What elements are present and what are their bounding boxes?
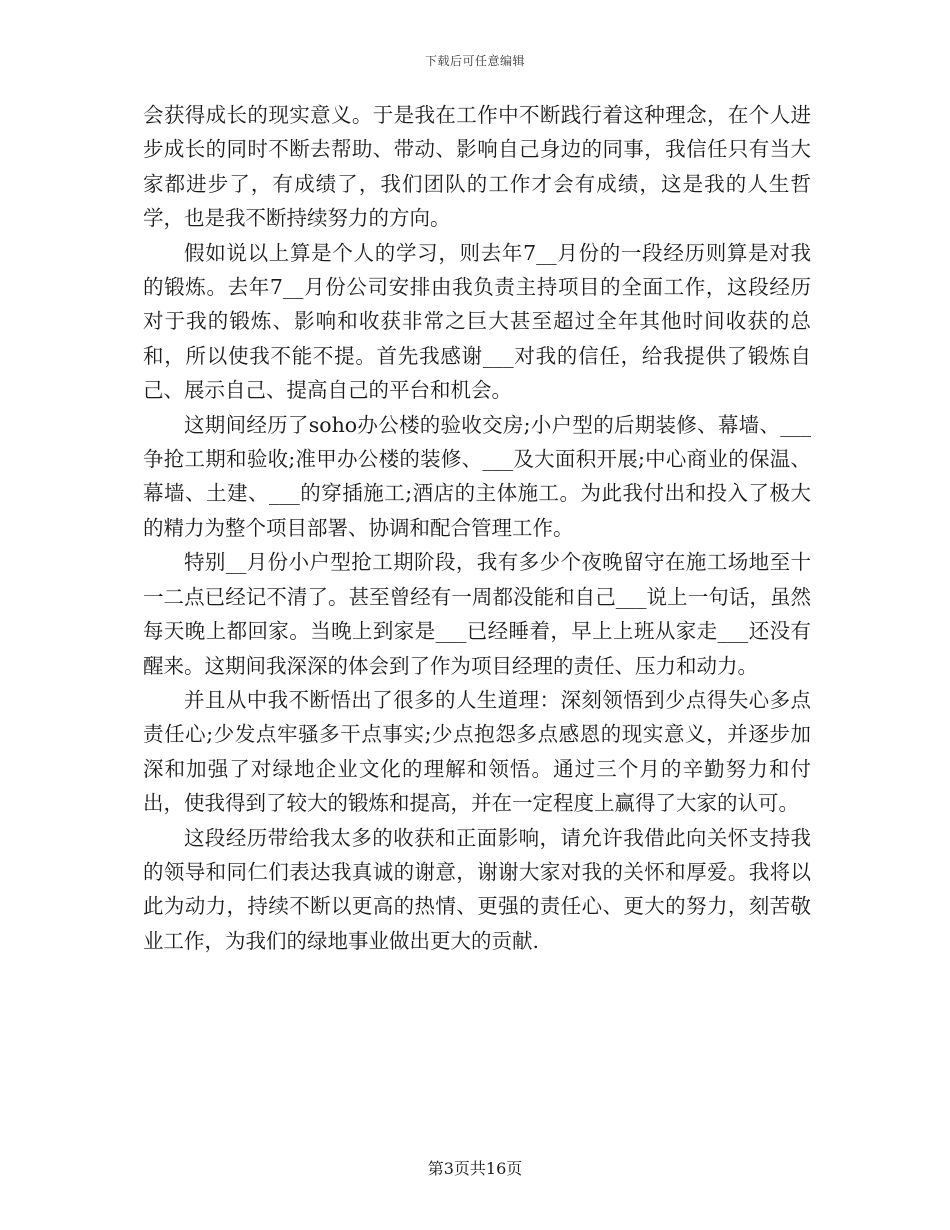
paragraph-project-work: 这期间经历了soho办公楼的验收交房;小户型的后期装修、幕墙、___争抢工期和验收;准甲办公楼的装修、___及大面积开展;中心商业的保温、幕墙、土建、___的穿插施工;酒店的主体施工。为此我付出和投入了极大的精力为整个项目部署、协调和配合管理工作。 <box>143 412 811 540</box>
paragraph-continuation: 会获得成长的现实意义。于是我在工作中不断践行着这种理念，在个人进步成长的同时不断去帮助、带动、影响自己身边的同事，我信任只有当大家都进步了，有成绩了，我们团队的工作才会有成绩，这是我的人生哲学，也是我不断持续努力的方向。 <box>143 103 811 231</box>
paragraph-experience-intro: 假如说以上算是个人的学习，则去年7__月份的一段经历则算是对我的锻炼。去年7__月份公司安排由我负责主持项目的全面工作，这段经历对于我的锻炼、影响和收获非常之巨大甚至超过全年其他时间收获的总和，所以使我不能不提。首先我感谢___对我的信任，给我提供了锻炼自己、展示自己、提高自己的平台和机会。 <box>143 240 811 403</box>
paragraph-gratitude: 这段经历带给我太多的收获和正面影响，请允许我借此向关怀支持我的领导和同仁们表达我真诚的谢意，谢谢大家对我的关怀和厚爱。我将以此为动力，持续不断以更高的热情、更强的责任心、更大的努力，刻苦敬业工作，为我们的绿地事业做出更大的贡献. <box>143 825 811 953</box>
paragraph-rush-period: 特别__月份小户型抢工期阶段，我有多少个夜晚留守在施工场地至十一二点已经记不清了。甚至曾经有一周都没能和自己___说上一句话，虽然每天晚上都回家。当晚上到家是___已经睡着，早上上班从家走___还没有醒来。这期间我深深的体会到了作为项目经理的责任、压力和动力。 <box>143 550 811 678</box>
paragraph-life-lessons: 并且从中我不断悟出了很多的人生道理：深刻领悟到少点得失心多点责任心;少发点牢骚多干点事实;少点抱怨多点感恩的现实意义，并逐步加深和加强了对绿地企业文化的理解和领悟。通过三个月的辛勤努力和付出，使我得到了较大的锻炼和提高，并在一定程度上赢得了大家的认可。 <box>143 687 811 816</box>
page-number: 第3页共16页 <box>427 1159 523 1178</box>
document-body <box>143 98 811 958</box>
page-header-note: 下载后可任意编辑 <box>424 54 525 68</box>
